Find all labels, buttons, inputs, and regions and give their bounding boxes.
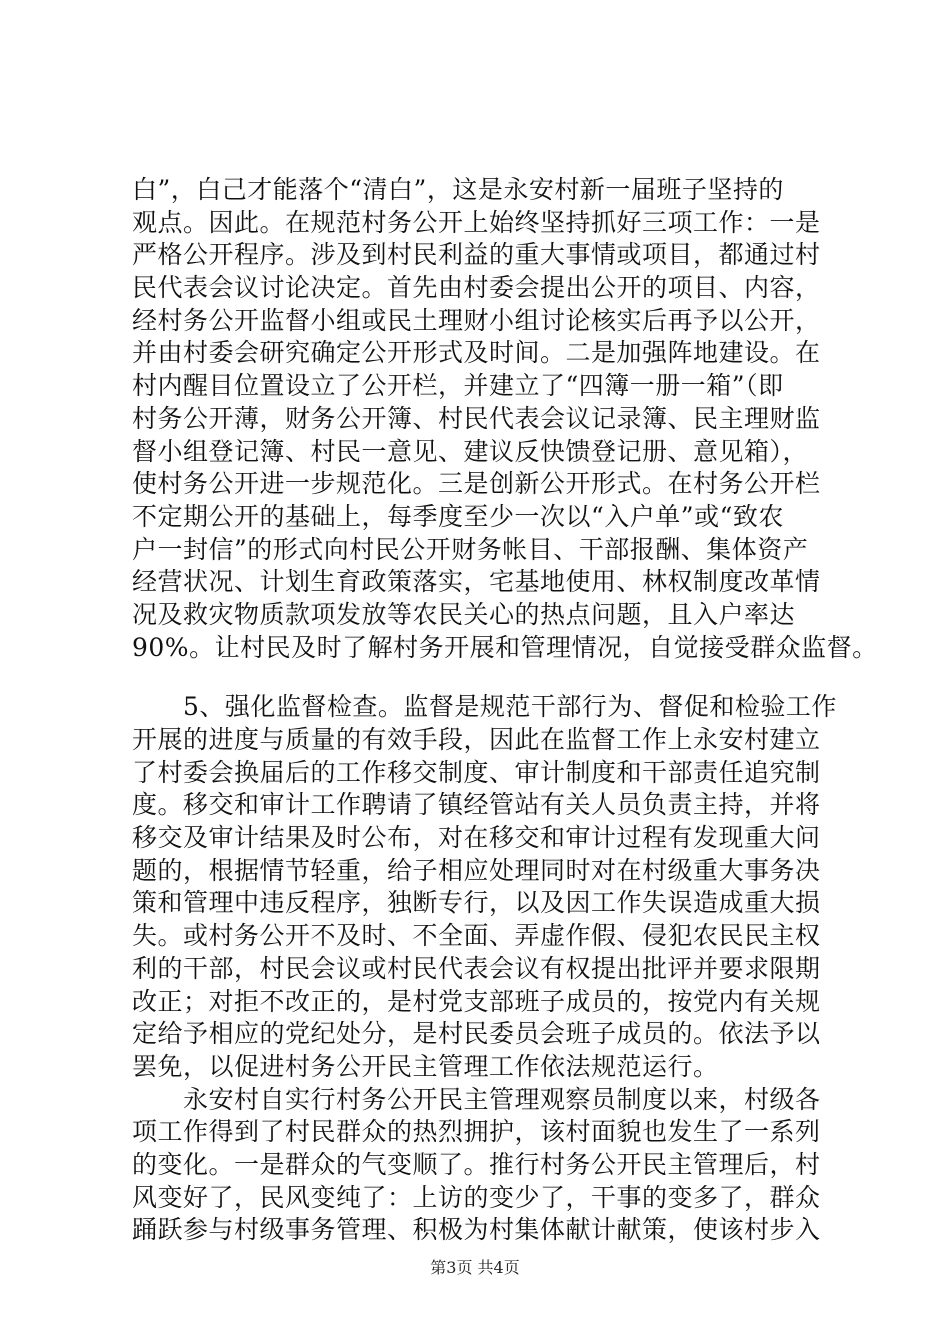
text-line: 并由村委会研究确定公开形式及时间。二是加强阵地建设。在 — [132, 338, 821, 368]
document-body — [132, 174, 878, 1247]
text-line: 户一封信”的形式向村民公开财务帐目、干部报酬、集体资产 — [132, 534, 809, 564]
paragraph-village-affairs-disclosure — [132, 174, 878, 664]
text-line: 永安村自实行村务公开民主管理观察员制度以来，村级各 — [132, 1084, 821, 1114]
text-line: 经营状况、计划生育政策落实，宅基地使用、林权制度改革情 — [132, 567, 821, 597]
text-line: 策和管理中违反程序，独断专行，以及因工作失误造成重大损 — [132, 888, 821, 918]
text-line: 定给予相应的党纪处分，是村民委员会班子成员的。依法予以 — [132, 1019, 821, 1049]
text-line: 项工作得到了村民群众的热烈拥护，该村面貌也发生了一系列 — [132, 1117, 821, 1147]
paragraph-observer-system-results — [132, 1084, 832, 1247]
text-line: 失。或村务公开不及时、不全面、弄虚作假、侵犯农民民主权 — [132, 921, 821, 951]
text-line: 度。移交和审计工作聘请了镇经管站有关人员负责主持，并将 — [132, 790, 821, 820]
text-line: 开展的进度与质量的有效手段，因此在监督工作上永安村建立 — [132, 725, 821, 754]
text-line: 踊跃参与村级事务管理、积极为村集体献计献策，使该村步入 — [132, 1215, 821, 1245]
text-line: 90%。让村民及时了解村务开展和管理情况，自觉接受群众监督。 — [132, 632, 878, 662]
text-line: 村内醒目位置设立了公开栏，并建立了“四簿一册一箱”（即 — [132, 371, 784, 401]
text-line: 观点。因此。在规范村务公开上始终坚持抓好三项工作：一是 — [132, 207, 821, 237]
text-line: 经村务公开监督小组或民土理财小组讨论核实后再予以公开， — [132, 305, 821, 335]
paragraph-spacer — [132, 664, 832, 691]
text-line: 严格公开程序。涉及到村民利益的重大事情或项目，都通过村 — [132, 240, 821, 270]
text-line: 了村委会换届后的工作移交制度、审计制度和干部责任追究制 — [132, 757, 821, 787]
paragraph-supervision-inspection — [132, 691, 837, 1083]
text-line: 改正；对拒不改正的，是村党支部班子成员的，按党内有关规 — [132, 986, 821, 1016]
text-line: 况及救灾物质款项发放等农民关心的热点问题，且入户率达 — [132, 599, 796, 629]
text-line: 移交及审计结果及时公布，对在移交和审计过程有发现重大问 — [132, 823, 821, 853]
text-line: 的变化。一是群众的气变顺了。推行村务公开民主管理后，村 — [132, 1149, 821, 1179]
text-line: 村务公开薄，财务公开簿、村民代表会议记录簿、民主理财监 — [132, 403, 821, 433]
text-line: 不定期公开的基础上，每季度至少一次以“入户单”或“致农 — [132, 501, 784, 531]
text-line: 5、强化监督检查。监督是规范干部行为、督促和检验工作 — [132, 692, 837, 722]
text-line: 风变好了，民风变纯了：上访的变少了，干事的变多了，群众 — [132, 1182, 821, 1212]
text-line: 使村务公开进一步规范化。三是创新公开形式。在村务公开栏 — [132, 469, 821, 499]
text-line: 白”，白己才能落个“清白”，这是永安村新一届班子坚持的 — [132, 175, 784, 204]
text-line: 罢免，以促进村务公开民主管理工作依法规范运行。 — [132, 1051, 719, 1081]
text-line: 民代表会议讨论决定。首先由村委会提出公开的项目、内容， — [132, 273, 821, 303]
text-line: 题的，根据情节轻重，给子相应处理同时对在村级重大事务决 — [132, 855, 821, 885]
page-number-footer: 第3页 共4页 — [430, 1258, 520, 1277]
text-line: 督小组登记簿、村民一意见、建议反快馈登记册、意见箱）， — [132, 436, 809, 466]
text-line: 利的干部，村民会议或村民代表会议有权提出批评并要求限期 — [132, 953, 821, 983]
